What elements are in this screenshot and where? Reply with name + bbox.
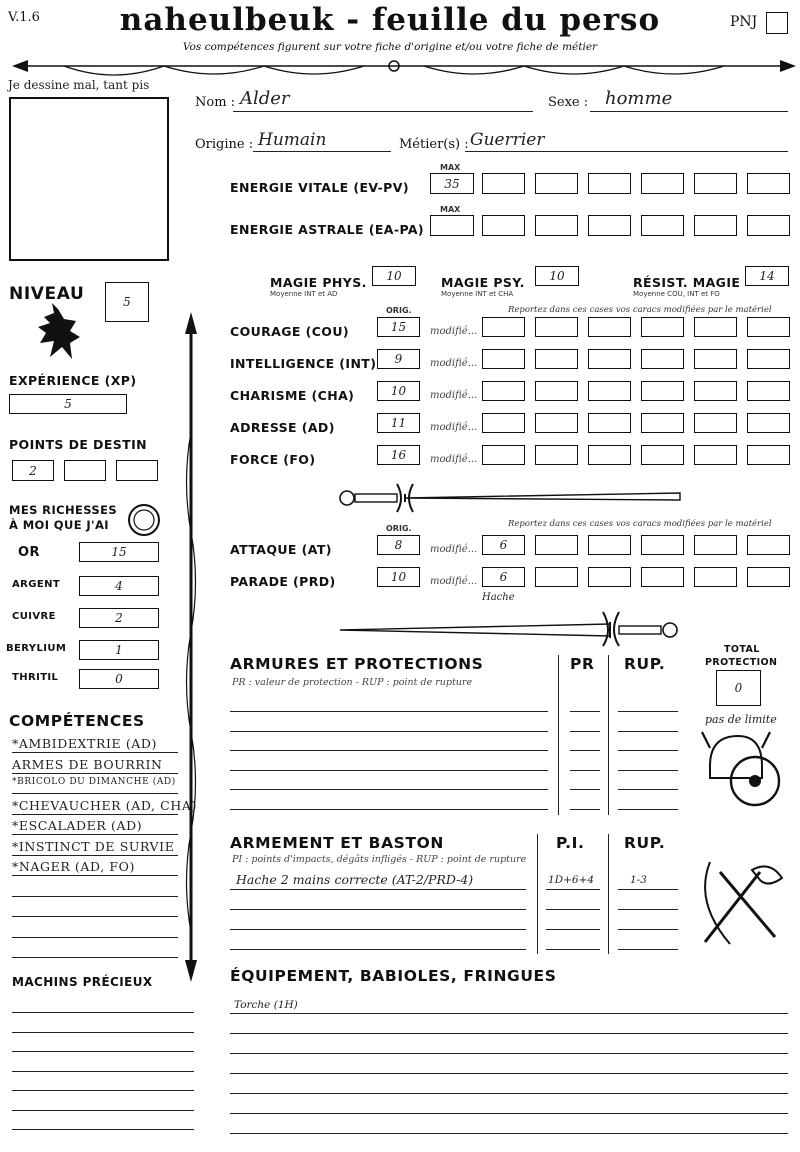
- combat-mod-at-1[interactable]: [482, 535, 525, 555]
- machins-line[interactable]: [12, 1051, 194, 1052]
- combat-mod-at-6[interactable]: [747, 535, 790, 555]
- stat-mod-ad-1[interactable]: [482, 413, 525, 433]
- pnj-label: PNJ: [730, 14, 758, 30]
- stat-mod-int-6[interactable]: [747, 349, 790, 369]
- version-label: V.1.6: [8, 10, 40, 25]
- stat-mod-ad-6[interactable]: [747, 413, 790, 433]
- money-box-argent[interactable]: [79, 576, 159, 596]
- stats-orig-label: ORIG.: [386, 306, 412, 315]
- competence-line: [12, 916, 178, 917]
- portrait-caption: Je dessine mal, tant pis: [8, 78, 150, 92]
- sword-divider-icon-2: [335, 608, 685, 648]
- stat-mod-cou-4[interactable]: [641, 317, 684, 337]
- money-box-argent-value: 4: [115, 579, 123, 593]
- combat-orig-at[interactable]: [377, 535, 420, 555]
- total-protection-value: 0: [734, 681, 743, 695]
- sexe-value[interactable]: homme: [605, 88, 673, 109]
- stat-mod-fo-3[interactable]: [588, 445, 631, 465]
- combat-mod-prd-6[interactable]: [747, 567, 790, 587]
- niveau-value: 5: [123, 295, 131, 309]
- stat-orig-cha[interactable]: [377, 381, 420, 401]
- ea-track-box-2[interactable]: [535, 215, 578, 236]
- combat-note: Reportez dans ces cases vos caracs modifiées par le matériel: [508, 519, 772, 529]
- stat-mod-ad-4[interactable]: [641, 413, 684, 433]
- armor-rup-line[interactable]: [618, 731, 678, 732]
- armor-line[interactable]: [230, 789, 548, 790]
- weapon-line[interactable]: [230, 889, 526, 890]
- competence-line: [12, 793, 178, 794]
- destin-box-2[interactable]: [64, 460, 106, 481]
- weapon-name[interactable]: Hache 2 mains correcte (AT-2/PRD-4): [236, 872, 474, 887]
- metier-value[interactable]: Guerrier: [470, 130, 545, 150]
- stat-modifie-ad: modifié...: [430, 422, 478, 433]
- staff-divider-icon: [182, 312, 200, 982]
- competence-item-6[interactable]: *INSTINCT DE SURVIE: [12, 838, 175, 854]
- equipment-line[interactable]: [230, 1093, 788, 1094]
- ev-max-label: MAX: [440, 163, 461, 172]
- helmet-shield-icon: [700, 726, 782, 812]
- competence-item-1[interactable]: *AMBIDEXTRIE (AD): [12, 736, 158, 751]
- money-box-berylium[interactable]: [79, 640, 159, 660]
- armor-rup-line[interactable]: [618, 770, 678, 771]
- coin-icon: [126, 502, 162, 538]
- stat-label-cou: COURAGE (COU): [230, 324, 349, 339]
- total-protection-label-1: TOTAL: [724, 644, 760, 655]
- resist-magie-box[interactable]: 14: [745, 266, 789, 286]
- equipment-line[interactable]: [230, 1013, 788, 1014]
- stat-mod-cha-5[interactable]: [694, 381, 737, 401]
- weapon-rup-line[interactable]: [618, 929, 678, 930]
- armor-rup-line[interactable]: [618, 711, 678, 712]
- weapon-pi-line[interactable]: [546, 909, 600, 910]
- ev-track-box-5[interactable]: [694, 173, 737, 194]
- combat-orig-prd[interactable]: [377, 567, 420, 587]
- stat-modifie-cha: modifié...: [430, 390, 478, 401]
- stat-label-int: INTELLIGENCE (INT): [230, 356, 377, 371]
- competences-label: COMPÉTENCES: [9, 712, 145, 730]
- ea-value-box[interactable]: [430, 215, 474, 236]
- competence-item-3[interactable]: *BRICOLO DU DIMANCHE (AD): [12, 777, 176, 787]
- combat-label-prd: PARADE (PRD): [230, 574, 336, 589]
- nom-label: Nom :: [195, 95, 236, 110]
- combat-orig-prd-value: 10: [390, 570, 407, 584]
- money-box-cuivre-value: 2: [115, 611, 123, 625]
- armor-rup-header: RUP.: [624, 655, 666, 673]
- richesses-label-1: MES RICHESSES: [9, 503, 118, 517]
- sheet-subtitle: Vos compétences figurent sur votre fiche d'origine et/ou votre fiche de métier: [182, 41, 598, 53]
- combat-label-at: ATTAQUE (AT): [230, 542, 332, 557]
- magie-psy-label: MAGIE PSY.: [441, 275, 525, 290]
- weapons-icon: [690, 852, 790, 952]
- ev-label: ENERGIE VITALE (EV-PV): [230, 180, 409, 195]
- armor-legend: PR : valeur de protection - RUP : point de rupture: [232, 677, 473, 688]
- stat-modifie-cou: modifié...: [430, 326, 478, 337]
- competence-line: [12, 834, 178, 835]
- combat-modifie-at: modifié...: [430, 544, 478, 555]
- stat-label-fo: FORCE (FO): [230, 452, 316, 467]
- stat-mod-ad-5[interactable]: [694, 413, 737, 433]
- stat-mod-fo-4[interactable]: [641, 445, 684, 465]
- competence-item-2[interactable]: ARMES DE BOURRIN: [12, 756, 163, 772]
- armor-line[interactable]: [230, 750, 548, 751]
- money-label-cuivre: CUIVRE: [12, 611, 56, 622]
- ea-track-box-5[interactable]: [694, 215, 737, 236]
- armor-pr-line[interactable]: [570, 809, 600, 810]
- armor-line[interactable]: [230, 770, 548, 771]
- equipment-line[interactable]: [230, 1073, 788, 1074]
- equipment-line[interactable]: [230, 1133, 788, 1134]
- combat-modifie-prd: modifié...: [430, 576, 478, 587]
- weapons-rup-header: RUP.: [624, 834, 666, 852]
- armor-rup-line[interactable]: [618, 750, 678, 751]
- weapon-pi-line[interactable]: [546, 889, 600, 890]
- ea-track-box-3[interactable]: [588, 215, 631, 236]
- stat-label-ad: ADRESSE (AD): [230, 420, 335, 435]
- destin-box-3[interactable]: [116, 460, 158, 481]
- competence-line: [12, 937, 178, 938]
- ev-value: 35: [444, 176, 460, 191]
- stat-mod-cha-3[interactable]: [588, 381, 631, 401]
- niveau-box[interactable]: [105, 282, 149, 322]
- money-box-thritil[interactable]: [79, 669, 159, 689]
- equipment-line[interactable]: [230, 1113, 788, 1114]
- money-label-argent: ARGENT: [12, 579, 61, 590]
- armor-pr-line[interactable]: [570, 750, 600, 751]
- stats-note: Reportez dans ces cases vos caracs modifiées par le matériel: [508, 305, 772, 315]
- magie-psy-box[interactable]: 10: [535, 266, 579, 286]
- weapon-line[interactable]: [230, 929, 526, 930]
- weapons-pi-header: P.I.: [556, 834, 585, 852]
- stat-mod-cha-4[interactable]: [641, 381, 684, 401]
- stat-modifie-fo: modifié...: [430, 454, 478, 465]
- weapon-rup-line[interactable]: [618, 889, 678, 890]
- weapon-line[interactable]: [230, 949, 526, 950]
- combat-mod-prd-2[interactable]: [535, 567, 578, 587]
- stat-mod-int-1[interactable]: [482, 349, 525, 369]
- combat-mod-at-5[interactable]: [694, 535, 737, 555]
- sheet-title: naheulbeuk - feuille du perso: [119, 2, 661, 38]
- magie-phys-note: Moyenne INT et AD: [270, 290, 338, 298]
- combat-mod-prd-1-value: 6: [499, 570, 508, 584]
- ev-value-box[interactable]: [430, 173, 474, 194]
- competence-line: [12, 896, 178, 897]
- money-label-berylium: BERYLIUM: [6, 643, 67, 654]
- competence-item-4[interactable]: *CHEVAUCHER (AD, CHA): [12, 797, 197, 813]
- stat-mod-cou-1[interactable]: [482, 317, 525, 337]
- competence-item-7[interactable]: *NAGER (AD, FO): [12, 859, 135, 874]
- weapon-caption: Hache: [482, 592, 515, 603]
- combat-orig-label: ORIG.: [386, 524, 412, 533]
- stat-mod-ad-2[interactable]: [535, 413, 578, 433]
- competence-line: [12, 875, 178, 876]
- machins-label: MACHINS PRÉCIEUX: [12, 975, 153, 989]
- stat-orig-cha-value: 10: [390, 384, 407, 398]
- origine-value[interactable]: Humain: [258, 130, 327, 150]
- armor-rup-line[interactable]: [618, 789, 678, 790]
- combat-mod-at-2[interactable]: [535, 535, 578, 555]
- combat-mod-prd-3[interactable]: [588, 567, 631, 587]
- machins-line[interactable]: [12, 1129, 194, 1130]
- stat-mod-cha-1[interactable]: [482, 381, 525, 401]
- stat-mod-fo-6[interactable]: [747, 445, 790, 465]
- stat-mod-cou-6[interactable]: [747, 317, 790, 337]
- ev-track-box-3[interactable]: [588, 173, 631, 194]
- stat-mod-fo-5[interactable]: [694, 445, 737, 465]
- competence-line: [12, 957, 178, 958]
- sword-divider-icon: [335, 478, 685, 518]
- destin-box-1[interactable]: [12, 460, 54, 481]
- xp-label: EXPÉRIENCE (XP): [9, 373, 137, 388]
- stat-mod-cha-6[interactable]: [747, 381, 790, 401]
- stat-mod-cou-5[interactable]: [694, 317, 737, 337]
- armor-pr-line[interactable]: [570, 731, 600, 732]
- ea-max-label: MAX: [440, 205, 461, 214]
- weapon-rup[interactable]: 1-3: [630, 874, 647, 886]
- money-box-or[interactable]: [79, 542, 159, 562]
- stat-mod-ad-3[interactable]: [588, 413, 631, 433]
- combat-mod-at-4[interactable]: [641, 535, 684, 555]
- money-box-cuivre[interactable]: [79, 608, 159, 628]
- destin-label: POINTS DE DESTIN: [9, 437, 148, 452]
- combat-mod-prd-4[interactable]: [641, 567, 684, 587]
- machins-line[interactable]: [12, 1090, 194, 1091]
- ev-track-box-6[interactable]: [747, 173, 790, 194]
- combat-mod-at-3[interactable]: [588, 535, 631, 555]
- competence-line: [12, 814, 178, 815]
- armor-pr-line[interactable]: [570, 770, 600, 771]
- no-limit-label: pas de limite: [705, 713, 777, 726]
- weapon-rup-line[interactable]: [618, 949, 678, 950]
- weapon-pi[interactable]: 1D+6+4: [548, 874, 595, 886]
- stat-mod-int-3[interactable]: [588, 349, 631, 369]
- armor-pr-line[interactable]: [570, 789, 600, 790]
- machins-line[interactable]: [12, 1032, 194, 1033]
- destin-value: 2: [29, 463, 37, 478]
- stat-orig-cou-value: 15: [390, 320, 407, 334]
- competence-item-5[interactable]: *ESCALADER (AD): [12, 818, 143, 833]
- pnj-checkbox[interactable]: [766, 12, 788, 34]
- money-box-or-value: 15: [111, 545, 127, 559]
- stat-orig-int[interactable]: [377, 349, 420, 369]
- money-box-berylium-value: 1: [115, 643, 123, 657]
- stat-orig-ad[interactable]: [377, 413, 420, 433]
- total-protection-box[interactable]: [716, 670, 761, 706]
- combat-mod-prd-5[interactable]: [694, 567, 737, 587]
- competence-line: [12, 855, 178, 856]
- money-label-thritil: THRITIL: [12, 672, 59, 683]
- stat-mod-int-4[interactable]: [641, 349, 684, 369]
- stat-mod-int-5[interactable]: [694, 349, 737, 369]
- xp-value: 5: [64, 397, 72, 411]
- resist-magie-note: Moyenne COU, INT et FO: [633, 290, 720, 298]
- stat-mod-cou-2[interactable]: [535, 317, 578, 337]
- stat-orig-fo[interactable]: [377, 445, 420, 465]
- richesses-label-2: À MOI QUE J'AI: [9, 518, 109, 532]
- armor-rup-line[interactable]: [618, 809, 678, 810]
- ea-label: ENERGIE ASTRALE (EA-PA): [230, 222, 425, 237]
- stat-mod-cou-3[interactable]: [588, 317, 631, 337]
- stat-mod-int-2[interactable]: [535, 349, 578, 369]
- combat-mod-prd-1[interactable]: [482, 567, 525, 587]
- competence-line: [12, 752, 178, 753]
- magie-phys-box[interactable]: 10: [372, 266, 416, 286]
- dragon-icon: [32, 303, 84, 365]
- stat-mod-cha-2[interactable]: [535, 381, 578, 401]
- ea-track-box-4[interactable]: [641, 215, 684, 236]
- combat-mod-at-1-value: 6: [499, 538, 508, 552]
- resist-magie-label: RÉSIST. MAGIE: [633, 275, 741, 290]
- xp-box[interactable]: [9, 394, 127, 414]
- equipment-line[interactable]: [230, 1033, 788, 1034]
- stat-modifie-int: modifié...: [430, 358, 478, 369]
- combat-orig-at-value: 8: [394, 538, 403, 552]
- origine-label: Origine :: [195, 137, 254, 152]
- competence-line: [12, 773, 178, 774]
- weapon-pi-line[interactable]: [546, 929, 600, 930]
- metier-label: Métier(s) :: [399, 137, 469, 152]
- weapon-line[interactable]: [230, 909, 526, 910]
- machins-line[interactable]: [12, 1071, 194, 1072]
- stat-orig-cou[interactable]: [377, 317, 420, 337]
- stat-mod-fo-1[interactable]: [482, 445, 525, 465]
- ev-track-box-2[interactable]: [535, 173, 578, 194]
- armor-pr-header: PR: [570, 655, 595, 673]
- armor-title: ARMURES ET PROTECTIONS: [230, 655, 484, 673]
- equipment-line[interactable]: [230, 1053, 788, 1054]
- stat-label-cha: CHARISME (CHA): [230, 388, 355, 403]
- money-label-or: OR: [18, 545, 40, 560]
- armor-line[interactable]: [230, 731, 548, 732]
- stat-orig-int-value: 9: [394, 352, 403, 366]
- equipment-item-1[interactable]: Torche (1H): [234, 999, 298, 1011]
- money-box-thritil-value: 0: [115, 672, 123, 686]
- machins-line[interactable]: [12, 1110, 194, 1111]
- weapon-rup-line[interactable]: [618, 909, 678, 910]
- stat-orig-fo-value: 16: [390, 448, 407, 462]
- armor-line[interactable]: [230, 711, 548, 712]
- equipment-title: ÉQUIPEMENT, BABIOLES, FRINGUES: [230, 967, 557, 985]
- armor-line[interactable]: [230, 809, 548, 810]
- weapons-title: ARMEMENT ET BASTON: [230, 834, 444, 852]
- ev-track-box-1[interactable]: [482, 173, 525, 194]
- armor-pr-line[interactable]: [570, 711, 600, 712]
- portrait-frame[interactable]: [9, 97, 169, 261]
- niveau-label: NIVEAU: [9, 284, 85, 304]
- nom-value[interactable]: Alder: [240, 88, 290, 109]
- sexe-label: Sexe :: [548, 95, 589, 110]
- weapons-legend: PI : points d'impacts, dégâts infligés - RUP : point de rupture: [232, 854, 527, 865]
- ea-track-box-1[interactable]: [482, 215, 525, 236]
- magie-phys-label: MAGIE PHYS.: [270, 275, 367, 290]
- weapon-pi-line[interactable]: [546, 949, 600, 950]
- machins-line[interactable]: [12, 1012, 194, 1013]
- stat-mod-fo-2[interactable]: [535, 445, 578, 465]
- ev-track-box-4[interactable]: [641, 173, 684, 194]
- ea-track-box-6[interactable]: [747, 215, 790, 236]
- total-protection-label-2: PROTECTION: [705, 657, 778, 668]
- stat-orig-ad-value: 11: [390, 416, 407, 430]
- magie-psy-note: Moyenne INT et CHA: [441, 290, 514, 298]
